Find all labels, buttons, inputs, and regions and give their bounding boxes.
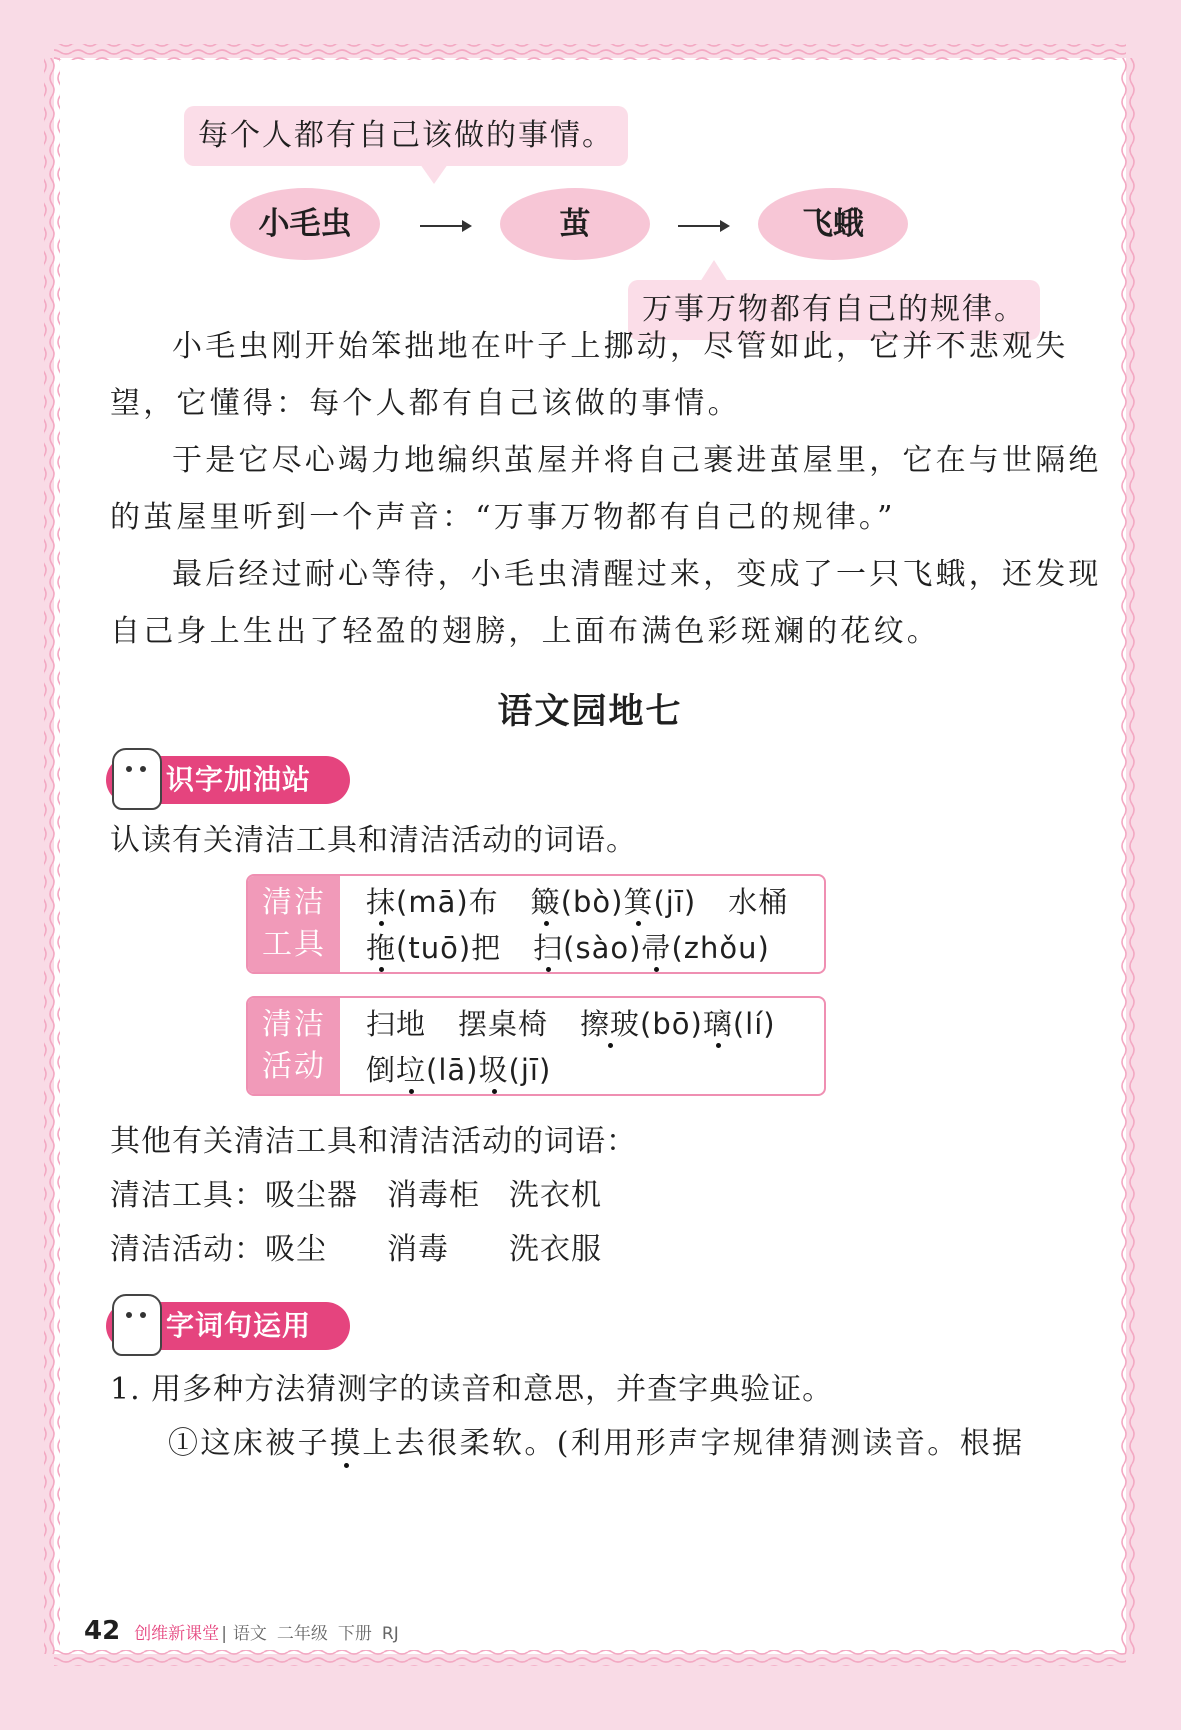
question-1-sub-1: ①这床被子摸上去很柔软。(利用形声字规律猜测读音。根据 (168, 1426, 1025, 1461)
section-pill-literacy: 识字加油站 (106, 756, 350, 804)
pencil-mascot-icon (112, 748, 162, 810)
stage-caterpillar: 小毛虫 (230, 188, 380, 260)
arrow-icon (420, 225, 470, 227)
arrow-icon (678, 225, 728, 227)
cleaning-tools-heading: 清洁 工具 (248, 876, 340, 972)
question-1: 1. 用多种方法猜测字的读音和意思，并查字典验证。 (110, 1372, 834, 1407)
page-number: 42 (84, 1616, 121, 1646)
mascot-icon (112, 1294, 162, 1356)
other-tools-line: 清洁工具：吸尘器 消毒柜 洗衣机 (110, 1178, 602, 1213)
cleaning-activities-heading: 清洁 活动 (248, 998, 340, 1094)
stage-cocoon: 茧 (500, 188, 650, 260)
speech-bubble-bottom: 万事万物都有自己的规律。 (628, 280, 1040, 340)
tools-row-2: 拖(tuō)把 扫(sào)帚(zhǒu) (366, 931, 770, 965)
page-footer: 42 创维新课堂 | 语文 二年级 下册 RJ (84, 1616, 399, 1646)
story-paragraph-1: 小毛虫刚开始笨拙地在叶子上挪动，尽管如此，它并不悲观失望，它懂得：每个人都有自己该做的事情。 (110, 329, 1069, 421)
tools-row-1: 抹(mā)布 簸(bò)箕(jī) 水桶 (366, 885, 789, 919)
section-pill-usage: 字词句运用 (106, 1302, 350, 1350)
story-paragraph-3: 最后经过耐心等待，小毛虫清醒过来，变成了一只飞蛾，还发现自己身上生出了轻盈的翅膀，上面布满色彩斑斓的花纹。 (110, 557, 1102, 649)
page-content (54, 58, 1126, 1654)
activities-row-2: 倒垃(lā)圾(jī) (366, 1053, 552, 1087)
literacy-instruction: 认读有关清洁工具和清洁活动的词语。 (110, 823, 637, 858)
section-title: 语文园地七 (497, 692, 683, 732)
story-paragraph-2: 于是它尽心竭力地编织茧屋并将自己裹进茧屋里，它在与世隔绝的茧屋里听到一个声音：“万事万物都有自己的规律。” (110, 443, 1102, 535)
speech-bubble-top: 每个人都有自己该做的事情。 (184, 106, 628, 166)
cleaning-tools-box (246, 874, 826, 974)
series-name: 创维新课堂 (134, 1624, 220, 1644)
other-activities-line: 清洁活动：吸尘 消毒 洗衣服 (110, 1232, 602, 1267)
other-words-heading: 其他有关清洁工具和清洁活动的词语： (110, 1124, 637, 1159)
activities-row-1: 扫地 摆桌椅 擦玻(bō)璃(lí) (366, 1007, 776, 1041)
stage-moth: 飞蛾 (758, 188, 908, 260)
cleaning-activities-box (246, 996, 826, 1096)
